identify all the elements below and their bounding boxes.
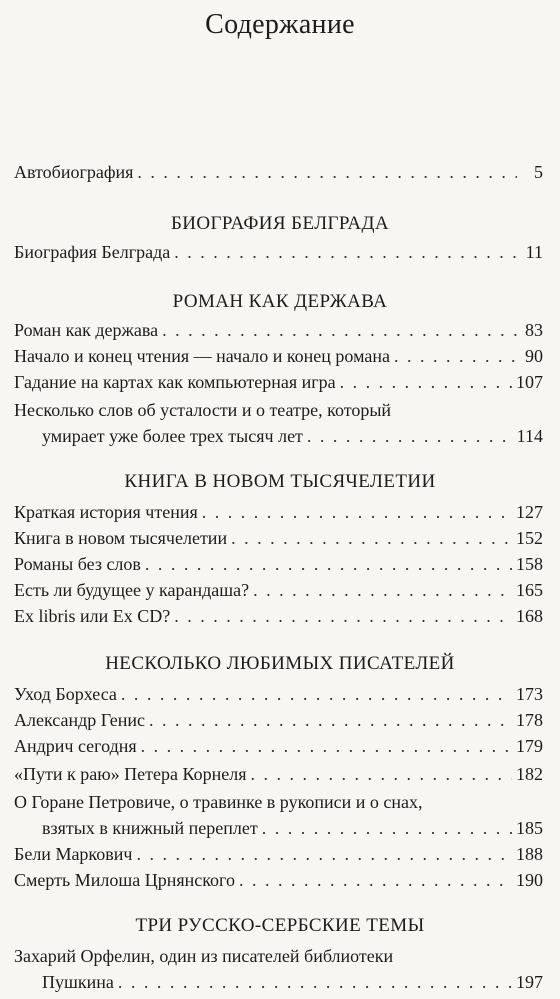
- toc-entry-label: Ex libris или Ex CD?: [14, 606, 171, 626]
- toc-page-number: 182: [516, 764, 543, 784]
- toc-entry-autobiography: [14, 160, 543, 184]
- toc-entry: [14, 604, 543, 628]
- toc-entry-label: «Пути к раю» Петера Корнеля: [14, 764, 247, 784]
- dot-leader: [174, 240, 517, 264]
- dot-leader: [307, 424, 513, 448]
- toc-entry: [14, 240, 543, 264]
- toc-entry: [14, 734, 543, 758]
- dot-leader: [121, 682, 512, 706]
- toc-page-number: 168: [516, 606, 543, 626]
- toc-entry-label-line2: Пушкина: [42, 972, 114, 992]
- toc-entry-label: Есть ли будущее у карандаша?: [14, 580, 250, 600]
- dot-leader: [149, 708, 512, 732]
- dot-leader: [141, 734, 512, 758]
- dot-leader: [239, 868, 512, 892]
- toc-entry-label: Романы без слов: [14, 554, 141, 574]
- toc-entry-label-line1: Несколько слов об усталости и о театре, который: [14, 400, 392, 420]
- dot-leader: [202, 500, 512, 524]
- toc-entry-label: Биография Белграда: [14, 242, 171, 262]
- toc-page-number: 11: [525, 242, 543, 262]
- toc-page-number: 90: [525, 346, 543, 366]
- toc-entry-label-line1: О Горане Петровиче, о травинке в рукописи и о снах,: [14, 792, 423, 812]
- toc-entry-label: Краткая история чтения: [14, 502, 198, 522]
- toc-entry-label-line1: Захарий Орфелин, один из писателей библиотеки: [14, 946, 394, 966]
- toc-page-number: 158: [516, 554, 543, 574]
- toc-page-number: 114: [516, 426, 543, 446]
- toc-page-number: 190: [516, 870, 543, 890]
- toc-entry: [14, 842, 543, 866]
- toc-entry: [14, 370, 543, 394]
- toc-entry-label: Александр Генис: [14, 710, 146, 730]
- toc-entry-label: Смерть Милоша Црнянского: [14, 870, 235, 890]
- dot-leader: [137, 160, 517, 184]
- toc-page-number: 197: [516, 972, 543, 992]
- dot-leader: [251, 762, 512, 786]
- toc-entry: [14, 868, 543, 892]
- toc-entry-label: Роман как держава: [14, 320, 159, 340]
- toc-page-number: 152: [516, 528, 543, 548]
- toc-entry: [14, 526, 543, 550]
- toc-entry: [14, 344, 543, 368]
- toc-page-number: 107: [516, 372, 543, 392]
- toc-entry: [14, 500, 543, 524]
- toc-page-number: 127: [516, 502, 543, 522]
- toc-entry: [14, 552, 543, 576]
- toc-entry: [14, 318, 543, 342]
- toc-entry-label: Андрич сегодня: [14, 736, 137, 756]
- dot-leader: [162, 318, 517, 342]
- toc-entry: [14, 762, 543, 786]
- toc-page-number: 5: [534, 162, 543, 182]
- toc-page-number: 83: [525, 320, 543, 340]
- section-heading: БИОГРАФИЯ БЕЛГРАДА: [170, 213, 390, 234]
- section-heading: КНИГА В НОВОМ ТЫСЯЧЕЛЕТИИ: [124, 471, 436, 492]
- toc-entry: [14, 578, 543, 602]
- toc-page-number: 165: [516, 580, 543, 600]
- dot-leader: [340, 370, 512, 394]
- dot-leader: [136, 842, 512, 866]
- dot-leader: [253, 578, 512, 602]
- dot-leader: [231, 526, 512, 550]
- toc-entry-label: Книга в новом тысячелетии: [14, 528, 228, 548]
- toc-entry: [42, 424, 543, 448]
- dot-leader: [145, 552, 512, 576]
- toc-entry: [14, 708, 543, 732]
- section-heading: НЕСКОЛЬКО ЛЮБИМЫХ ПИСАТЕЛЕЙ: [105, 653, 455, 674]
- toc-page-number: 173: [516, 684, 543, 704]
- section-heading: РОМАН КАК ДЕРЖАВА: [172, 291, 388, 312]
- dot-leader: [174, 604, 512, 628]
- toc-page-number: 188: [516, 844, 543, 864]
- toc-entry-label: Уход Борхеса: [14, 684, 117, 704]
- page-title: Содержание: [205, 9, 355, 40]
- toc-entry-label: Гадание на картах как компьютерная игра: [14, 372, 336, 392]
- toc-entry-label: Начало и конец чтения — начало и конец романа: [14, 346, 390, 366]
- toc-entry-label-line2: взятых в книжный переплет: [42, 818, 258, 838]
- toc-page-number: 185: [516, 818, 543, 838]
- toc-entry: [14, 682, 543, 706]
- dot-leader: [394, 344, 517, 368]
- toc-entry-label-line2: умирает уже более трех тысяч лет: [42, 426, 303, 446]
- toc-entry: [42, 816, 543, 840]
- toc-entry-label: Бели Маркович: [14, 844, 133, 864]
- dot-leader: [262, 816, 512, 840]
- toc-page-number: 178: [516, 710, 543, 730]
- dot-leader: [118, 970, 512, 994]
- section-heading: ТРИ РУССКО-СЕРБСКИЕ ТЕМЫ: [135, 915, 425, 936]
- toc-page-number: 179: [516, 736, 543, 756]
- toc-entry: [42, 970, 543, 994]
- toc-entry-label: Автобиография: [14, 162, 134, 182]
